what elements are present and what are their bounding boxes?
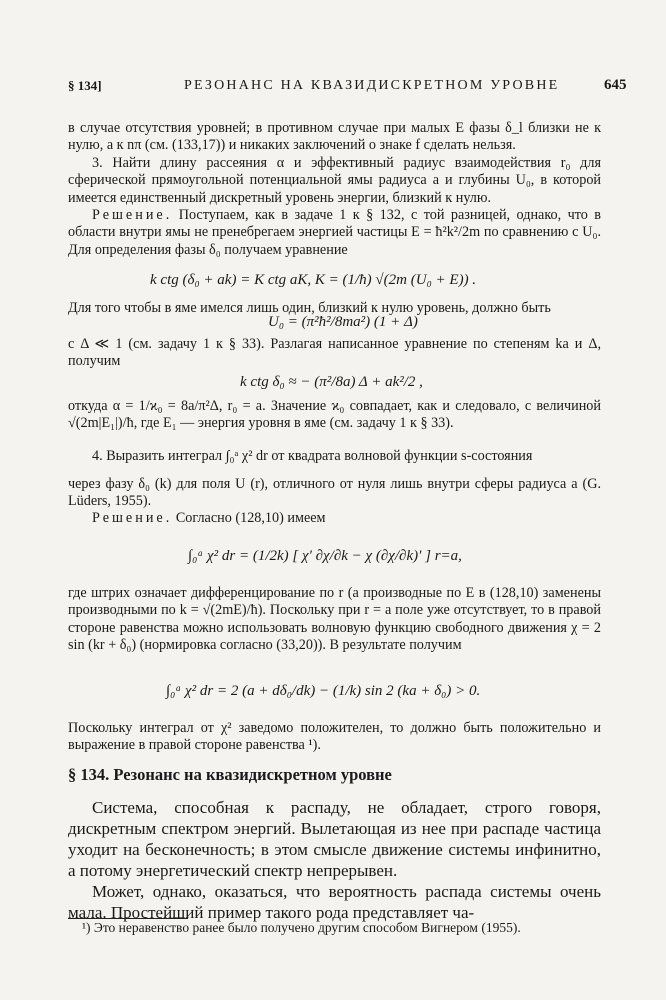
solution-3 (68, 207, 601, 259)
solution-text: Поступаем, как в задаче 1 к § 132, с той разницей, однако, что в области внутри ямы не пренебрегаем энергией частицы E = ħ²k²/2m по сравнению с U₀. Для определения фазы δ₀ получаем уравнение (68, 207, 601, 258)
equation-5: ∫₀ᵃ χ² dr = 2 (a + dδ₀/dk) − (1/k) sin 2 (ka + δ₀) > 0. (166, 683, 481, 699)
solution-label: Решение. (92, 510, 173, 526)
paragraph: Система, способная к распаду, не обладает, строго говоря, дискретным спектром энергий. Вылетающая из нее при распаде частица уходит на бесконечность; в этом смысле движение системы инфинитно, а потому энергетический спектр непрерывен. (68, 798, 601, 880)
solution-4 (68, 510, 601, 527)
integral-inline: ∫₀ᵃ χ² dr (225, 448, 268, 464)
running-title: РЕЗОНАНС НА КВАЗИДИСКРЕТНОМ УРОВНЕ (184, 78, 560, 93)
page-number: 645 (604, 77, 627, 93)
header-section-ref: § 134] (68, 78, 102, 93)
equation-3: k ctg δ₀ ≈ − (π²/8a) Δ + ak²/2 , (240, 374, 423, 390)
body-large (68, 797, 601, 923)
paragraph: где штрих означает дифференцирование по r (а производные по E в (128,10) заменены производными по k = √(2mE)/ħ). Поскольку при r = a поле уже отсутствует, то в правой стороне равенства можно использовать волновую функцию свободного движения χ = 2 sin (kr + δ₀) (нормировка согласно (33,20)). В результате получим (68, 585, 601, 654)
footnote: ¹) Это неравенство ранее было получено другим способом Вигнером (1955). (82, 920, 521, 935)
paragraph: откуда α = 1/ϰ₀ = 8a/π²Δ, r₀ = a. Значение ϰ₀ совпадает, как и следовало, с величиной √(2m|E₁|)/ħ, где E₁ — энергия уровня в яме (см. задачу 1 к § 33). (68, 398, 601, 432)
paragraph: с Δ ≪ 1 (см. задачу 1 к § 33). Разлагая написанное уравнение по степеням ka и Δ, получим (68, 336, 601, 370)
paragraph: Поскольку интеграл от χ² заведомо положителен, то должно быть положительно и выражение в правой стороне равенства ¹). (68, 720, 601, 754)
section-heading: § 134. Резонанс на квазидискретном уровне (68, 765, 392, 784)
paragraph: Может, однако, оказаться, что вероятность распада системы очень мала. Простейший пример такого рода представляет ча- (68, 882, 601, 922)
paragraph: в случае отсутствия уровней; в противном случае при малых E фазы δ_l близки не к нулю, а к nπ (см. (133,17)) и никаких заключений о знаке f сделать нельзя. (68, 120, 601, 154)
problem-4 (68, 448, 601, 465)
paragraph: через фазу δ₀ (k) для поля U (r), отличного от нуля лишь внутри сферы радиуса a (G. Lüders, 1955). (68, 476, 601, 510)
equation-2: U₀ = (π²ħ²/8ma²) (1 + Δ) (268, 314, 418, 330)
text-block-1 (68, 120, 601, 259)
solution-text: Согласно (128,10) имеем (175, 510, 326, 526)
footnote-divider (68, 918, 188, 919)
problem-4-text: 4. Выразить интеграл (92, 448, 223, 464)
paragraph: Для того чтобы в яме имелся лишь один, близкий к нулю уровень, должно быть (68, 300, 551, 316)
problem-4-text-cont: от квадрата волновой функции s-состояния (271, 448, 533, 464)
equation-4: ∫₀ᵃ χ² dr = (1/2k) [ χ′ ∂χ/∂k − χ (∂χ/∂k)′ ] r=a, (188, 548, 462, 564)
problem-3: 3. Найти длину рассеяния α и эффективный радиус взаимодействия r₀ для сферической прямоугольной потенциальной ямы радиуса a и глубины U₀, в которой имеется единственный дискретный уровень энергии, близкий к нулю. (68, 154, 601, 206)
equation-1: k ctg (δ₀ + ak) = K ctg aK, K = (1/ħ) √(2m (U₀ + E)) . (150, 272, 477, 288)
solution-label: Решение. (92, 207, 173, 224)
